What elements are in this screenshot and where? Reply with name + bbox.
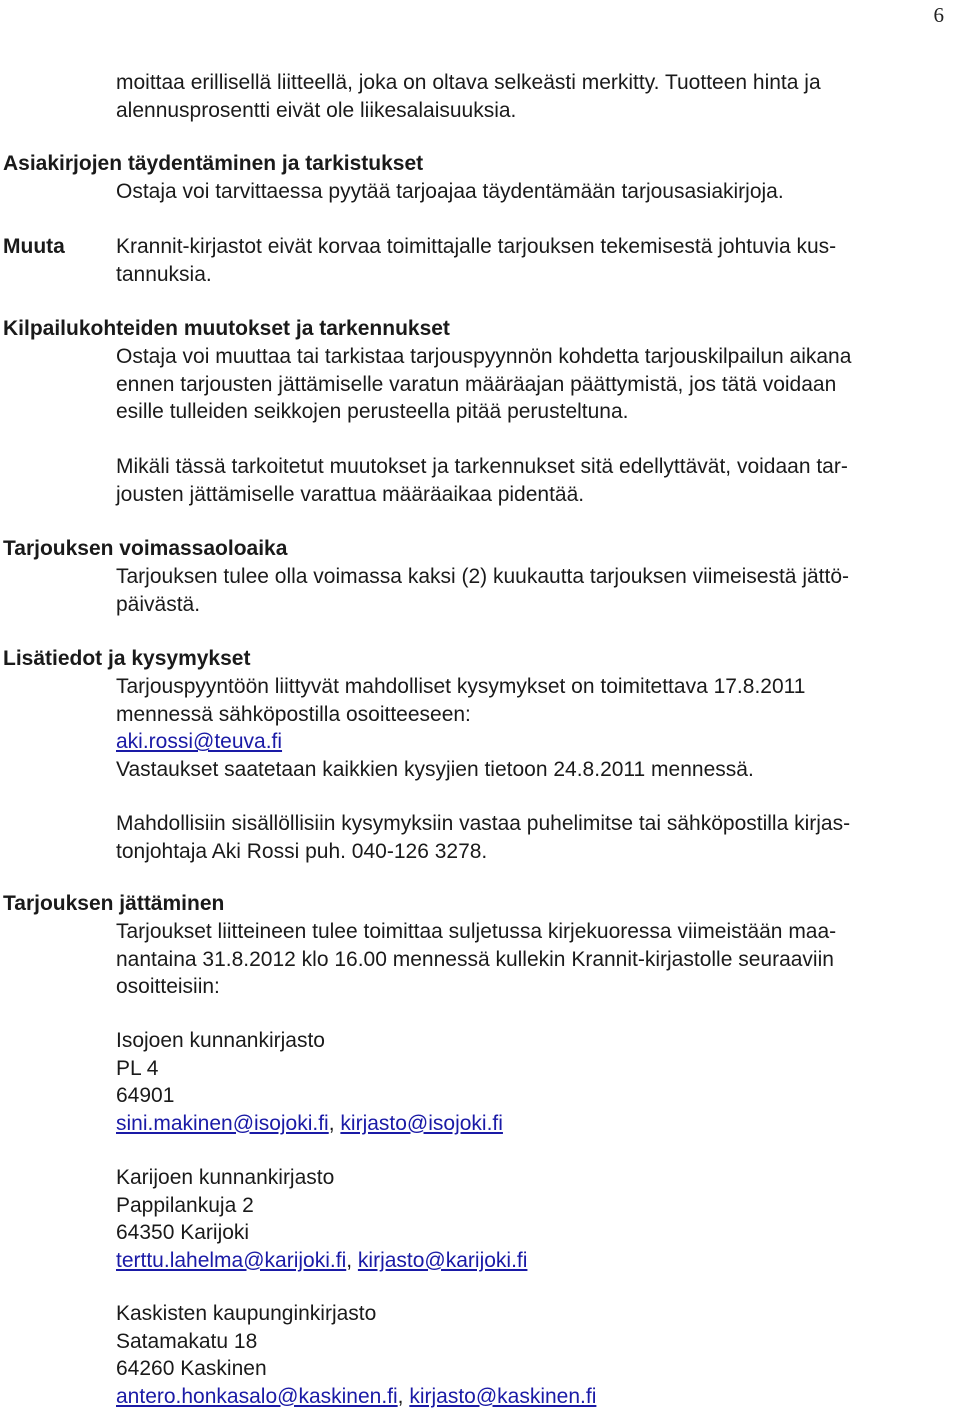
validity-paragraph [116, 563, 938, 618]
info-paragraph-2 [116, 810, 938, 865]
address-block-isojoki [116, 1027, 938, 1137]
address-name: Isojoen kunnankirjasto [116, 1029, 325, 1052]
address-postal: 64350 Karijoki [116, 1221, 250, 1244]
heading-other: Muuta [3, 235, 65, 258]
submission-line: Tarjoukset liitteineen tulee toimittaa suljetussa kirjekuoressa viimeistään maa- [116, 920, 837, 943]
heading-changes: Kilpailukohteiden muutokset ja tarkennukset [3, 317, 450, 340]
heading-validity: Tarjouksen voimassaoloaika [3, 537, 288, 560]
info-line: Tarjouspyyntöön liittyvät mahdolliset kysymykset on toimitettava 17.8.2011 [116, 675, 806, 698]
page-number: 6 [933, 3, 944, 27]
address-block-karijoki [116, 1164, 938, 1274]
validity-line: päivästä. [116, 592, 201, 616]
changes-line: Mikäli tässä tarkoitetut muutokset ja tarkennukset sitä edellyttävät, voidaan tar- [116, 455, 848, 478]
heading-submission: Tarjouksen jättäminen [3, 892, 225, 915]
submission-line: osoitteisiin: [116, 975, 220, 998]
changes-paragraph-2 [116, 453, 938, 508]
email-link[interactable]: kirjasto@kaskinen.fi [409, 1384, 597, 1408]
validity-line: Tarjouksen tulee olla voimassa kaksi (2) kuukautta tarjouksen viimeisestä jättö- [116, 565, 850, 588]
address-name: Kaskisten kaupunginkirjasto [116, 1302, 377, 1325]
email-link[interactable]: antero.honkasalo@kaskinen.fi [116, 1384, 398, 1408]
email-link[interactable]: kirjasto@isojoki.fi [340, 1111, 503, 1135]
address-street: PL 4 [116, 1056, 159, 1080]
changes-line: esille tulleiden seikkojen perusteella pitää perusteltuna. [116, 400, 629, 423]
email-separator: , [346, 1248, 358, 1272]
address-name: Karijoen kunnankirjasto [116, 1166, 335, 1189]
intro-paragraph [116, 69, 938, 124]
contact-email-link[interactable]: aki.rossi@teuva.fi [116, 730, 283, 753]
address-street: Pappilankuja 2 [116, 1193, 254, 1217]
heading-supplements: Asiakirjojen täydentäminen ja tarkistukset [3, 152, 424, 175]
submission-paragraph [116, 918, 938, 1001]
address-emails [116, 1383, 938, 1411]
info-line: tonjohtaja Aki Rossi puh. 040-126 3278. [116, 839, 488, 863]
changes-line: Ostaja voi muuttaa tai tarkistaa tarjouspyynnön kohdetta tarjouskilpailun aikana [116, 345, 852, 368]
submission-line: nantaina 31.8.2012 klo 16.00 mennessä kullekin Krannit-kirjastolle seuraaviin [116, 947, 834, 971]
changes-paragraph-1 [116, 343, 938, 426]
changes-line: jousten jättämiselle varattua määräaikaa pidentää. [116, 482, 585, 506]
email-link[interactable]: terttu.lahelma@karijoki.fi [116, 1248, 347, 1272]
address-block-kaskinen [116, 1300, 938, 1410]
other-paragraph [116, 233, 938, 288]
address-postal: 64901 [116, 1084, 175, 1107]
info-line: mennessä sähköpostilla osoitteeseen: [116, 702, 471, 726]
info-line: Mahdollisiin sisällöllisiin kysymyksiin vastaa puhelimitse tai sähköpostilla kirjas- [116, 812, 851, 835]
supplements-paragraph: Ostaja voi tarvittaessa pyytää tarjoajaa täydentämään tarjousasiakirjoja. [116, 180, 784, 203]
email-link[interactable]: sini.makinen@isojoki.fi [116, 1111, 329, 1135]
email-separator: , [397, 1384, 410, 1408]
other-line: tannuksia. [116, 262, 212, 286]
other-line: Krannit-kirjastot eivät korvaa toimittajalle tarjouksen tekemisestä johtuvia kus- [116, 235, 837, 258]
intro-line: moittaa erillisellä liitteellä, joka on oltava selkeästi merkitty. Tuotteen hinta ja [116, 71, 821, 94]
address-emails [116, 1110, 938, 1138]
info-paragraph-1 [116, 673, 938, 783]
address-street: Satamakatu 18 [116, 1329, 258, 1353]
address-postal: 64260 Kaskinen [116, 1357, 267, 1380]
email-link[interactable]: kirjasto@karijoki.fi [357, 1248, 528, 1272]
changes-line: ennen tarjousten jättämiselle varatun määräajan päättymistä, jos tätä voidaan [116, 372, 837, 396]
intro-line: alennusprosentti eivät ole liikesalaisuuksia. [116, 98, 517, 122]
heading-info: Lisätiedot ja kysymykset [3, 647, 251, 670]
info-line: Vastaukset saatetaan kaikkien kysyjien tietoon 24.8.2011 mennessä. [116, 757, 754, 781]
email-separator: , [328, 1111, 341, 1135]
address-emails [116, 1247, 938, 1275]
